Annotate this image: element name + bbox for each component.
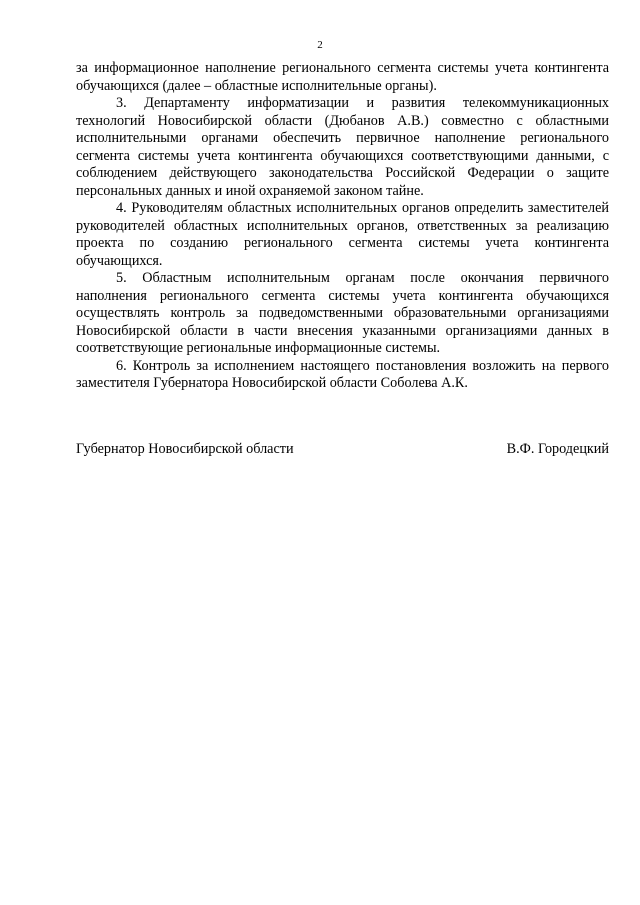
paragraph-continuation: за информационное наполнение регионального сегмента системы учета контингента обучающихся (далее – областные исполнительные органы). [76, 60, 609, 94]
signatory-position: Губернатор Новосибирской области [76, 441, 294, 457]
paragraph-item-4: 4. Руководителям областных исполнительных органов определить заместителей руководителей областных исполнительных органов, ответственных за реализацию проекта по созданию регионального сегмента системы учета контингента обучающихся. [76, 200, 609, 269]
signature-block [76, 441, 609, 459]
paragraph-item-5: 5. Областным исполнительным органам после окончания первичного наполнения регионального сегмента системы учета контингента обучающихся осуществлять контроль за подведомственными образовательными организациями Новосибирской области в части внесения указанными организациями данных в соответствующие региональные информационные системы. [76, 270, 609, 356]
signatory-name: В.Ф. Городецкий [506, 441, 609, 457]
document-body [76, 60, 609, 393]
page-number: 2 [317, 39, 323, 51]
paragraph-item-3: 3. Департаменту информатизации и развития телекоммуникационных технологий Новосибирской области (Дюбанов А.В.) совместно с областными исполнительными органами обеспечить первичное наполнение регионального сегмента системы учета контингента обучающихся соответствующими данными, с соблюдением действующего законодательства Российской Федерации о защите персональных данных и иной охраняемой законом тайне. [76, 95, 609, 199]
paragraph-item-6: 6. Контроль за исполнением настоящего постановления возложить на первого заместителя Губернатора Новосибирской области Соболева А.К. [76, 357, 609, 391]
